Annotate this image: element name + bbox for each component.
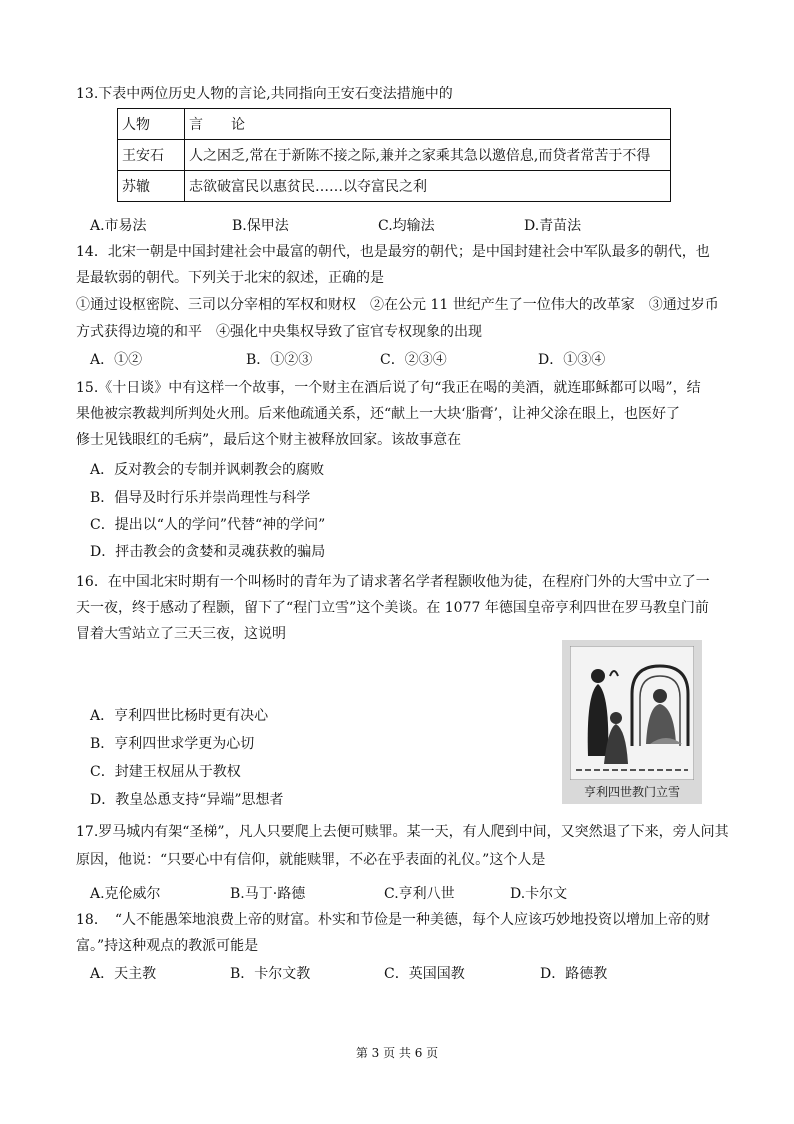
- table-row: [118, 140, 671, 171]
- q13-stem: 13.下表中两位历史人物的言论,共同指向王安石变法措施中的: [76, 86, 453, 102]
- q17-option-d: D.卡尔文: [510, 886, 568, 902]
- q17-line: 原因，他说：“只要心中有信仰，就能赎罪，不必在乎表面的礼仪。”这个人是: [76, 852, 546, 868]
- q18-line: 18． “人不能愚笨地浪费上帝的财富。朴实和节俭是一种美德，每个人应该巧妙地投资以增加上帝的财: [76, 912, 710, 928]
- q13-option-c: C.均输法: [378, 218, 435, 234]
- q18-option-d: D．路德教: [540, 966, 608, 982]
- table-cell: 人物: [118, 109, 185, 140]
- page-footer: 第 3 页 共 6 页: [355, 1046, 439, 1060]
- figure-caption: 亨利四世教门立雪: [583, 785, 680, 799]
- q15-option-c: C．提出以“人的学问”代替“神的学问”: [90, 517, 326, 533]
- q16-option-d: D．教皇怂恿支持“异端”思想者: [90, 792, 284, 808]
- q18-option-c: C．英国国教: [384, 966, 465, 982]
- table-cell: 志欲破富民以惠贫民……以夺富民之利: [185, 171, 671, 202]
- canossa-picture: [570, 646, 694, 780]
- q14-line: 方式获得边境的和平 ④强化中央集权导致了宦官专权现象的出现: [76, 324, 482, 340]
- q14-line: 是最软弱的朝代。下列关于北宋的叙述，正确的是: [76, 270, 384, 286]
- q16-option-a: A．亨利四世比杨时更有决心: [90, 708, 269, 724]
- table-cell: 言 论: [185, 109, 671, 140]
- q14-option-b: B．①②③: [246, 352, 313, 368]
- table-cell: 人之困乏,常在于新陈不接之际,兼并之家乘其急以邀倍息,而贷者常苦于不得: [185, 140, 671, 171]
- q14-line: 14．北宋一朝是中国封建社会中最富的朝代，也是最穷的朝代；是中国封建社会中军队最多的朝代，也: [76, 244, 710, 260]
- q15-option-b: B．倡导及时行乐并崇尚理性与科学: [90, 490, 311, 506]
- q13-table: [117, 108, 671, 202]
- q14-option-c: C．②③④: [380, 352, 447, 368]
- q18-option-b: B．卡尔文教: [230, 966, 311, 982]
- q16-line: 冒着大雪站立了三天三夜，这说明: [76, 626, 286, 642]
- q18-line: 富。”持这种观点的教派可能是: [76, 938, 259, 954]
- q13-option-d: D.青苗法: [524, 218, 582, 234]
- q15-line: 15.《十日谈》中有这样一个故事，一个财主在酒后说了句“我正在喝的美酒，就连耶稣都可以喝”，结: [76, 380, 701, 396]
- henry-iv-illustration: [562, 640, 702, 804]
- q16-line: 16．在中国北宋时期有一个叫杨时的青年为了请求著名学者程颢收他为徒，在程府门外的大雪中立了一: [76, 574, 710, 590]
- q15-line: 果他被宗教裁判所判处火刑。后来他疏通关系，还“献上一大块‘脂膏’，让神父涂在眼上，也医好了: [76, 406, 681, 422]
- q18-option-a: A．天主教: [90, 966, 157, 982]
- q15-option-d: D．抨击教会的贪婪和灵魂获救的骗局: [90, 544, 326, 560]
- q17-option-b: B.马丁·路德: [230, 886, 306, 902]
- q14-line: ①通过设枢密院、三司以分宰相的军权和财权 ②在公元 11 世纪产生了一位伟大的改革家 ③通过岁币: [76, 297, 719, 313]
- table-cell: 苏辙: [118, 171, 185, 202]
- q15-line: 修士见钱眼红的毛病”，最后这个财主被释放回家。该故事意在: [76, 432, 462, 448]
- table-row: [118, 171, 671, 202]
- q14-option-a: A．①②: [90, 352, 143, 368]
- q16-option-b: B．亨利四世求学更为心切: [90, 736, 255, 752]
- q16-option-c: C．封建王权屈从于教权: [90, 764, 241, 780]
- q14-option-d: D．①③④: [538, 352, 606, 368]
- q13-option-a: A.市易法: [90, 218, 147, 234]
- q13-option-b: B.保甲法: [232, 218, 289, 234]
- q17-option-a: A.克伦威尔: [90, 886, 161, 902]
- q16-line: 天一夜，终于感动了程颢，留下了“程门立雪”这个美谈。在 1077 年德国皇帝亨利四世在罗马教皇门前: [76, 600, 709, 616]
- q17-option-c: C.亨利八世: [384, 886, 455, 902]
- table-cell: 王安石: [118, 140, 185, 171]
- table-row: [118, 109, 671, 140]
- q17-line: 17.罗马城内有架“圣梯”，凡人只要爬上去便可赎罪。某一天，有人爬到中间，又突然退了下来，旁人问其: [76, 824, 729, 840]
- q15-option-a: A．反对教会的专制并讽刺教会的腐败: [90, 462, 325, 478]
